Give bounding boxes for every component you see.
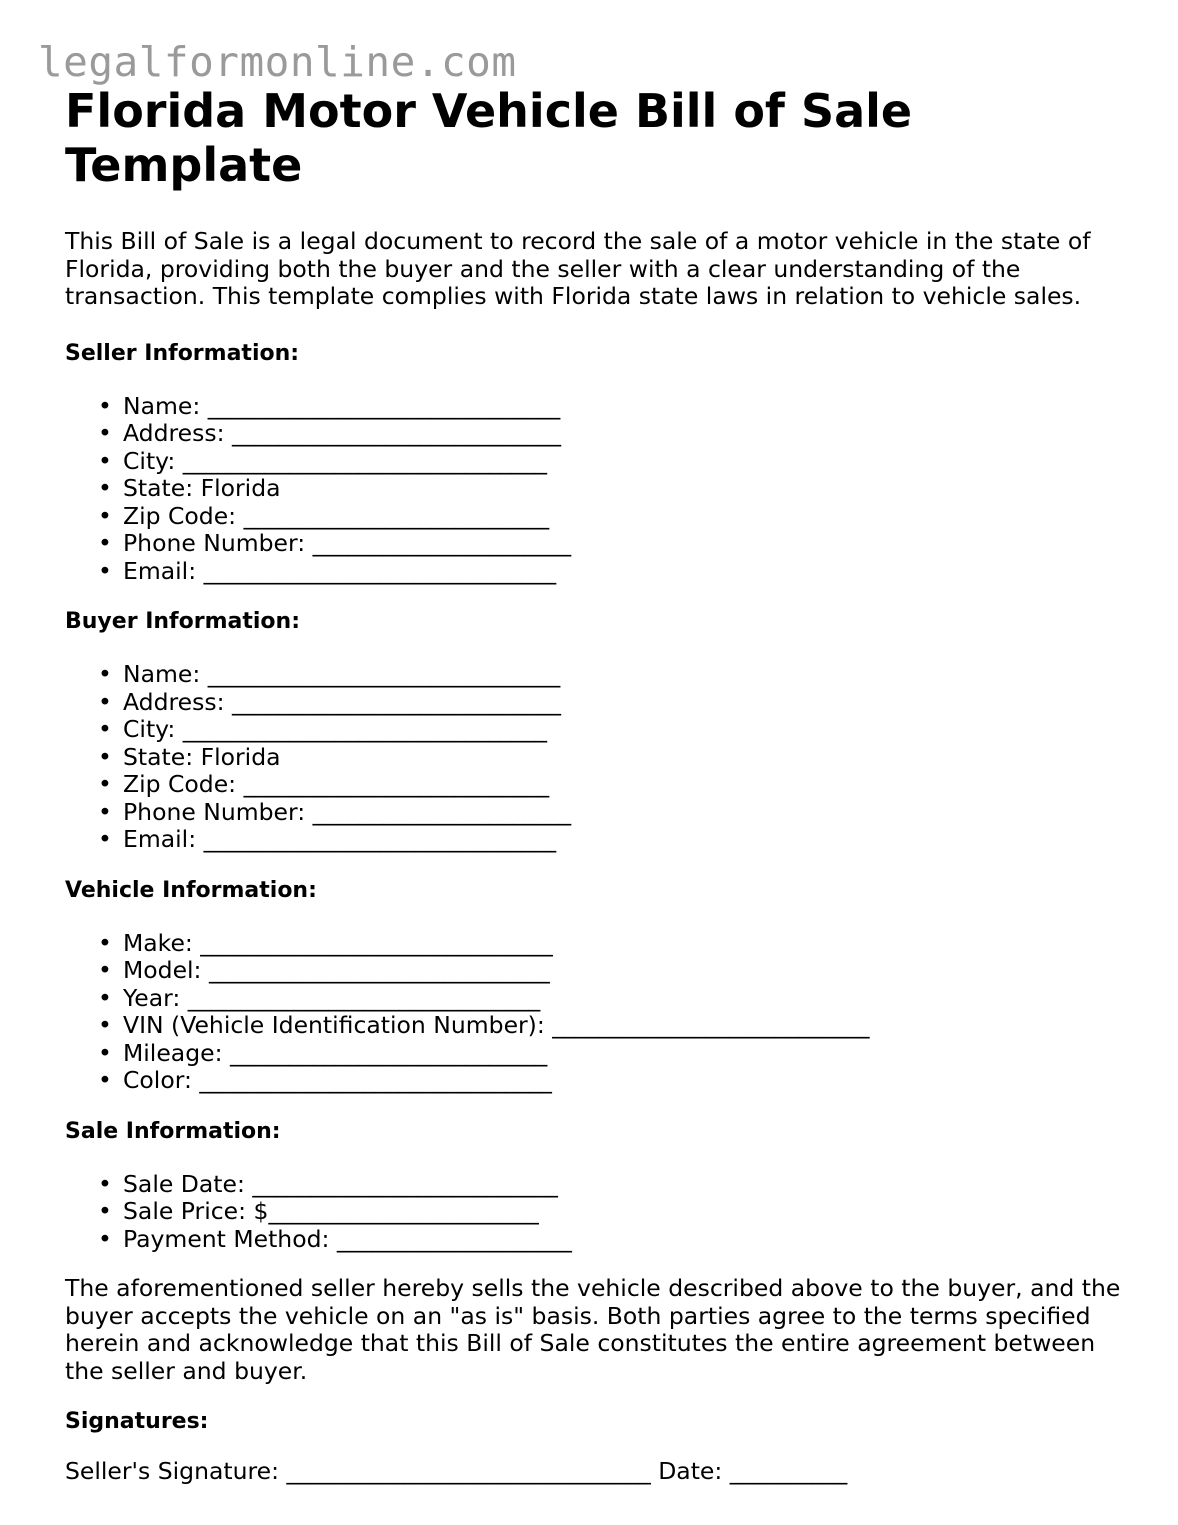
bullet-icon: • xyxy=(98,928,112,957)
payment-method-field: • Payment Method: ____________________ xyxy=(98,1224,572,1253)
bullet-icon: • xyxy=(98,1011,112,1039)
bullet-icon: • xyxy=(98,687,112,716)
intro-paragraph: This Bill of Sale is a legal document to record the sale of a motor vehicle in the state of Florida, providing both the buyer and the seller with a clear understanding of the transaction. This template complies with Florida state laws in relation to vehicle sales. xyxy=(65,227,1091,310)
seller-phone-field: • Phone Number: ______________________ xyxy=(98,529,572,557)
seller-signature-line: Seller's Signature: _______________________________ Date: __________ xyxy=(65,1457,848,1485)
bullet-icon: • xyxy=(98,419,112,447)
bullet-icon: • xyxy=(98,825,112,853)
bullet-icon: • xyxy=(98,446,112,475)
vehicle-heading: Vehicle Information: xyxy=(65,877,317,903)
page-title: Florida Motor Vehicle Bill of Sale Template xyxy=(65,84,913,192)
watermark-text: legalformonline.com xyxy=(38,38,517,86)
buyer-name-field: • Name: ______________________________ xyxy=(98,660,561,688)
bullet-icon: • xyxy=(98,1169,112,1198)
vehicle-model-field: • Model: _____________________________ xyxy=(98,956,550,984)
vehicle-list xyxy=(65,930,1125,1095)
buyer-heading: Buyer Information: xyxy=(65,609,300,634)
vehicle-make-field: • Make: ______________________________ xyxy=(98,928,553,957)
bullet-icon: • xyxy=(98,556,112,585)
vehicle-vin-field: • VIN (Vehicle Identification Number): ___________________________ xyxy=(98,1011,870,1039)
buyer-list xyxy=(65,661,1125,854)
bullet-icon: • xyxy=(98,474,112,502)
buyer-phone-field: • Phone Number: ______________________ xyxy=(98,797,572,826)
buyer-zip-field: • Zip Code: __________________________ xyxy=(98,770,550,798)
bullet-icon: • xyxy=(98,983,112,1012)
buyer-email-field: • Email: ______________________________ xyxy=(98,825,557,853)
buyer-state-field: • State: Florida xyxy=(98,742,281,771)
sale-price-field: • Sale Price: $_______________________ xyxy=(98,1197,539,1225)
bullet-icon: • xyxy=(98,956,112,984)
bullet-icon: • xyxy=(98,1066,112,1094)
closing-paragraph: The aforementioned seller hereby sells the vehicle described above to the buyer, and the buyer accepts the vehicle on an "as is" basis. Both parties agree to the terms specified herein and acknowledge that this Bill of Sale constitutes the entire agreement between the seller and buyer. xyxy=(65,1274,1121,1385)
seller-email-field: • Email: ______________________________ xyxy=(98,556,557,585)
seller-zip-field: • Zip Code: __________________________ xyxy=(98,501,550,530)
bullet-icon: • xyxy=(98,529,112,557)
bullet-icon: • xyxy=(98,770,112,798)
vehicle-year-field: • Year: ______________________________ xyxy=(98,983,541,1012)
bullet-icon: • xyxy=(98,1224,112,1253)
bullet-icon: • xyxy=(98,797,112,826)
bullet-icon: • xyxy=(98,1197,112,1225)
bullet-icon: • xyxy=(98,660,112,688)
signatures-heading: Signatures: xyxy=(65,1409,209,1434)
seller-heading: Seller Information: xyxy=(65,340,300,366)
vehicle-color-field: • Color: ______________________________ xyxy=(98,1066,552,1094)
seller-name-field: • Name: ______________________________ xyxy=(98,391,561,420)
sale-date-field: • Sale Date: __________________________ xyxy=(98,1169,558,1198)
document-body xyxy=(65,84,1125,1486)
buyer-city-field: • City: _______________________________ xyxy=(98,715,547,743)
bullet-icon: • xyxy=(98,715,112,743)
seller-state-field: • State: Florida xyxy=(98,474,281,502)
buyer-address-field: • Address: ____________________________ xyxy=(98,687,561,716)
bullet-icon: • xyxy=(98,742,112,771)
seller-list xyxy=(65,393,1125,586)
sale-list xyxy=(65,1171,1125,1254)
bullet-icon: • xyxy=(98,1038,112,1067)
bullet-icon: • xyxy=(98,391,112,420)
bullet-icon: • xyxy=(98,501,112,530)
seller-address-field: • Address: ____________________________ xyxy=(98,419,561,447)
sale-heading: Sale Information: xyxy=(65,1118,281,1144)
vehicle-mileage-field: • Mileage: ___________________________ xyxy=(98,1038,548,1067)
seller-city-field: • City: _______________________________ xyxy=(98,446,547,475)
